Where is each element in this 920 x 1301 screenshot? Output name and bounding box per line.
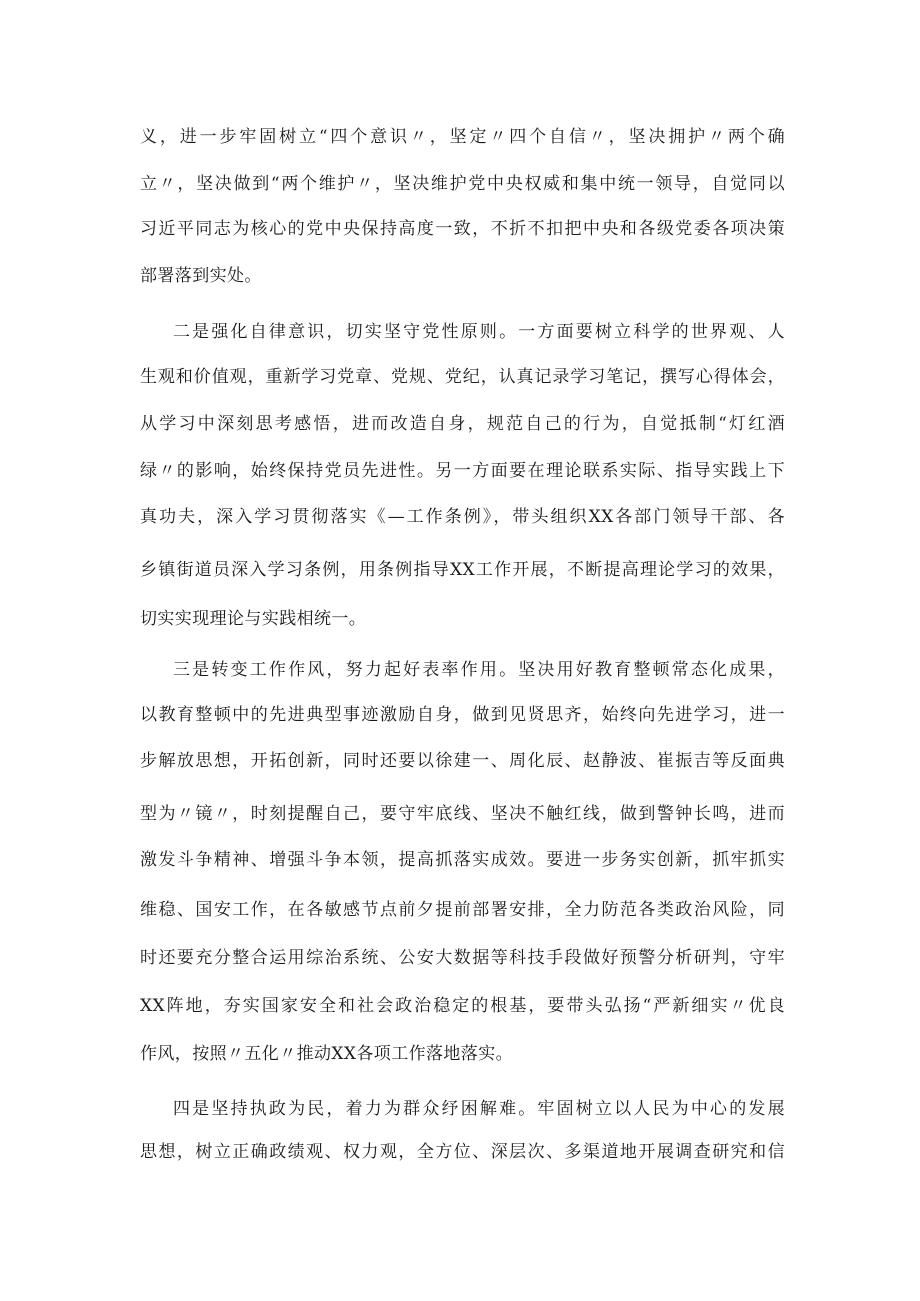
paragraph-2-line-2: 生观和价值观，重新学习党章、党规、党纪，认真记录学习笔记，撰写心得体会， <box>140 367 785 387</box>
paragraph-4-line-2: 思想，树立正确政绩观、权力观，全方位、深层次、多渠道地开展调查研究和信 <box>140 1142 785 1162</box>
paragraph-2-line-5: 真功夫，深入学习贯彻落实《—工作条例》，带头组织XX各部门领导干部、各 <box>140 507 785 527</box>
paragraph-1-line-2: 立〃，坚决做到“两个维护〃，坚决维护党中央权威和集中统一领导，自觉同以 <box>140 174 785 194</box>
paragraph-1-line-4: 部署落到实处。 <box>140 266 262 286</box>
paragraph-3-line-2: 以教育整顿中的先进典型事迹激励自身，做到见贤思齐，始终向先进学习，进一 <box>140 705 785 725</box>
paragraph-3-line-5: 激发斗争精神、增强斗争本领，提高抓落实成效。要进一步务实创新，抓牢抓实 <box>140 850 785 870</box>
paragraph-4-line-1: 四是坚持执政为民，着力为群众纾困解难。牢固树立以人民为中心的发展 <box>173 1099 785 1119</box>
paragraph-2-line-7: 切实实现理论与实践相统一。 <box>140 609 367 629</box>
paragraph-2-line-6: 乡镇街道员深入学习条例，用条例指导XX工作开展，不断提高理论学习的效果， <box>140 560 785 580</box>
paragraph-3-line-3: 步解放思想，开拓创新，同时还要以徐建一、周化辰、赵静波、崔振吉等反面典 <box>140 751 785 771</box>
paragraph-1-line-3: 习近平同志为核心的党中央保持高度一致，不折不扣把中央和各级党委各项决策 <box>140 219 785 239</box>
paragraph-2-line-3: 从学习中深刻思考感悟，进而改造自身，规范自己的行为，自觉抵制“灯红酒 <box>140 414 785 434</box>
paragraph-2-line-1: 二是强化自律意识，切实坚守党性原则。一方面要树立科学的世界观、人 <box>173 322 785 342</box>
paragraph-3-line-4: 型为〃镜〃，时刻提醒自己，要守牢底线、坚决不触红线，做到警钟长鸣，进而 <box>140 804 785 824</box>
paragraph-3-line-6: 维稳、国安工作，在各敏感节点前夕提前部署安排，全力防范各类政治风险，同 <box>140 900 785 920</box>
paragraph-1-line-1: 义，进一步牢固树立“四个意识〃，坚定〃四个自信〃，坚决拥护〃两个确 <box>140 127 785 147</box>
paragraph-3-line-1: 三是转变工作作风，努力起好表率作用。坚决用好教育整顿常态化成果， <box>173 660 785 680</box>
paragraph-3-line-9: 作风，按照〃五化〃推动XX各项工作落地落实。 <box>140 1044 514 1064</box>
paragraph-2-line-4: 绿〃的影响，始终保持党员先进性。另一方面要在理论联系实际、指导实践上下 <box>140 461 785 481</box>
paragraph-3-line-7: 时还要充分整合运用综治系统、公安大数据等科技手段做好预警分析研判，守牢 <box>140 948 785 968</box>
paragraph-3-line-8: XX阵地，夯实国家安全和社会政治稳定的根基，要带头弘扬“严新细实〃优良 <box>140 996 785 1016</box>
